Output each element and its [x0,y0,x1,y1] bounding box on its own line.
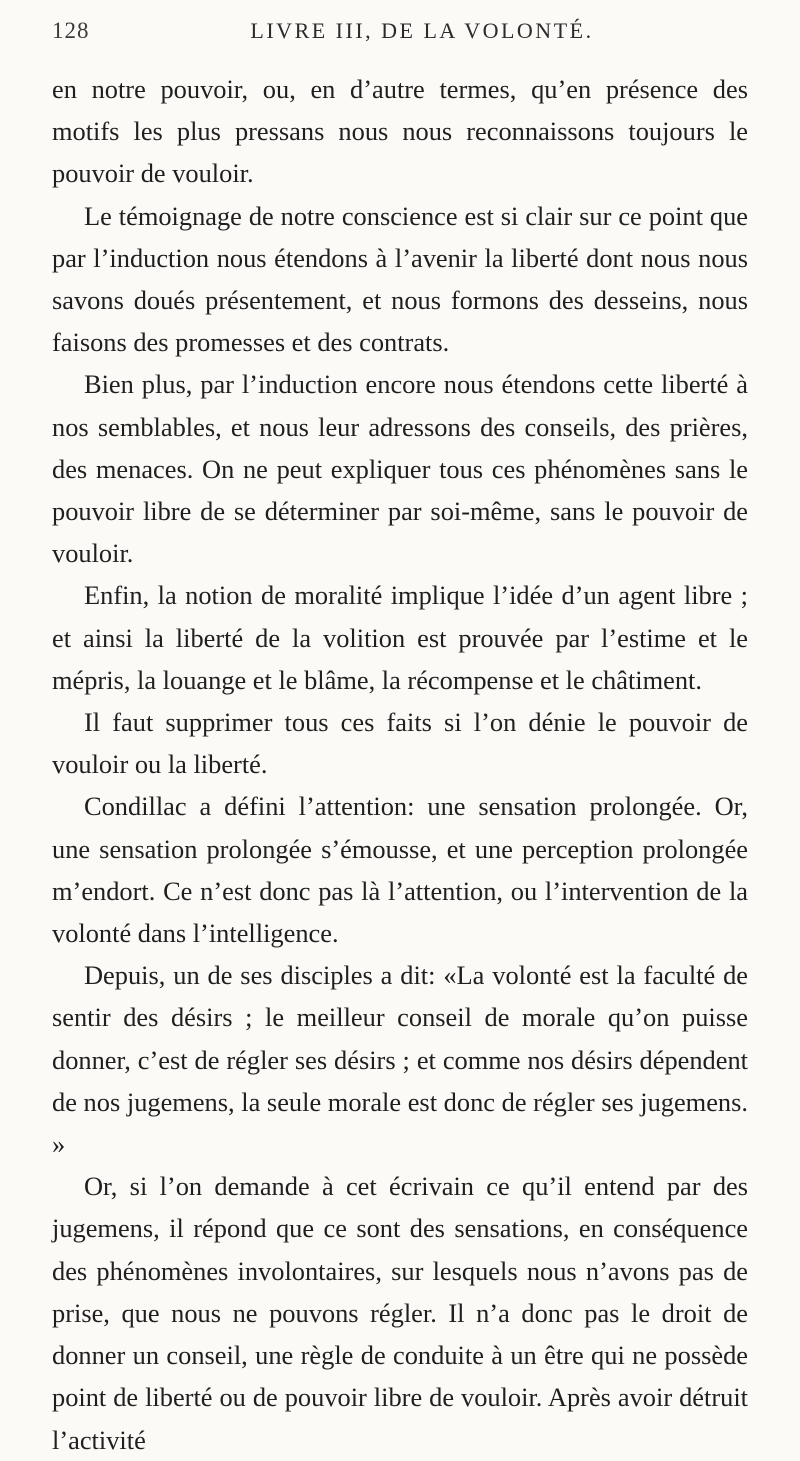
paragraph-1: en notre pouvoir, ou, en d’autre termes, qu’en présence des motifs les plus pressans nous nous reconnaissons toujours le pouvoir de vouloir. [52,74,748,189]
paragraph-2: Le témoignage de notre conscience est si clair sur ce point que par l’induction nous étendons à l’avenir la liberté dont nous nous savons doués présentement, et nous formons des desseins, nous faisons des promesses et des contrats. [52,200,748,358]
paragraph-6: Condillac a défini l’attention: une sensation prolongée. Or, une sensation prolongée s’émousse, et une perception prolongée m’endort. Ce n’est donc pas là l’attention, ou l’intervention de la volonté dans l’intelligence. [52,791,748,949]
paragraph-4: Enfin, la notion de moralité implique l’idée d’un agent libre ; et ainsi la liberté de la volition est prouvée par l’estime et le mépris, la louange et le blâme, la récompense et le châtiment. [52,580,748,695]
paragraph-3: Bien plus, par l’induction encore nous étendons cette liberté à nos semblables, et nous leur adressons des conseils, des prières, des menaces. On ne peut expliquer tous ces phénomènes sans le pouvoir libre de se déterminer par soi-même, sans le pouvoir de vouloir. [52,369,748,569]
running-head: LIVRE III, DE LA VOLONTÉ. [250,18,594,43]
body-text [52,68,748,1461]
page-header [52,18,752,62]
page-number: 128 [52,18,90,43]
paragraph-5: Il faut supprimer tous ces faits si l’on dénie le pouvoir de vouloir ou la liberté. [52,707,748,780]
paragraph-7: Depuis, un de ses disciples a dit: «La volonté est la faculté de sentir des désirs ; le meilleur conseil de morale qu’on puisse donner, c’est de régler ses désirs ; et comme nos désirs dépendent de nos jugemens, la seule morale est donc de régler ses jugemens. » [52,960,748,1160]
paragraph-8: Or, si l’on demande à cet écrivain ce qu’il entend par des jugemens, il répond que ce sont des sensations, en conséquence des phénomènes involontaires, sur lesquels nous n’avons pas de prise, que nous ne pouvons régler. Il n’a donc pas le droit de donner un conseil, une règle de conduite à un être qui ne possède point de liberté ou de pouvoir libre de vouloir. Après avoir détruit l’activité [52,1171,748,1455]
